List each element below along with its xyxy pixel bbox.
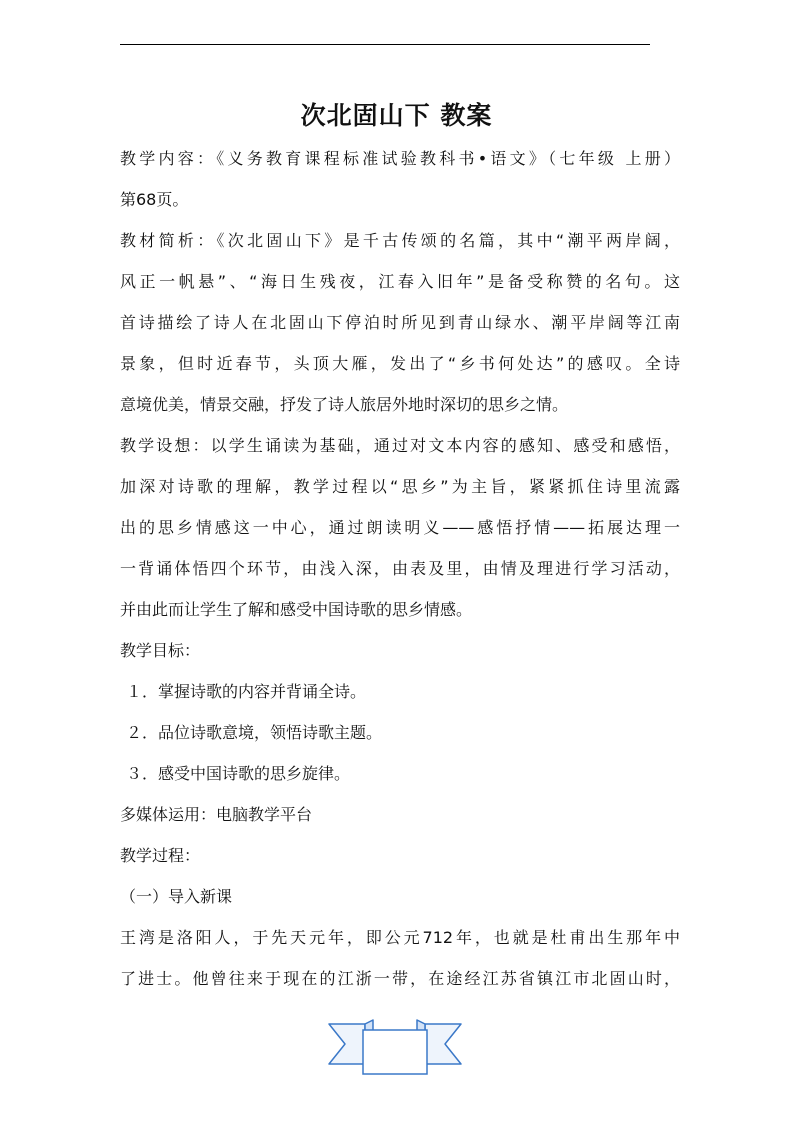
header-rule xyxy=(120,44,650,45)
body-line: 教材简析：《次北固山下》是千古传颂的名篇，其中“潮平两岸阔， xyxy=(120,231,680,250)
body-line: 首诗描绘了诗人在北固山下停泊时所见到青山绿水、潮平岸阔等江南 xyxy=(120,313,680,332)
body-line: 并由此而让学生了解和感受中国诗歌的思乡情感。 xyxy=(120,600,473,619)
subsection-heading: （一）导入新课 xyxy=(120,887,233,906)
body-line: 多媒体运用：电脑教学平台 xyxy=(120,805,313,824)
list-item: １．掌握诗歌的内容并背诵全诗。 xyxy=(126,682,367,701)
body-line: 出的思乡情感这一中心，通过朗读明义——感悟抒情——拓展达理一 xyxy=(120,518,680,537)
ribbon-center-panel xyxy=(363,1030,427,1074)
body-line: 意境优美，情景交融，抒发了诗人旅居外地时深切的思乡之情。 xyxy=(120,395,569,414)
list-item: ２．品位诗歌意境，领悟诗歌主题。 xyxy=(126,723,383,742)
ribbon-left-tail xyxy=(329,1024,365,1064)
document-title: 次北固山下 教案 xyxy=(300,101,493,130)
body-line: 王湾是洛阳人，于先天元年，即公元712年，也就是杜甫出生那年中 xyxy=(120,928,680,947)
ribbon-footer-icon xyxy=(325,1016,465,1078)
body-line: 了进士。他曾往来于现在的江浙一带，在途经江苏省镇江市北固山时， xyxy=(120,969,680,988)
body-line: 第68页。 xyxy=(120,190,189,209)
section-heading: 教学过程： xyxy=(120,846,201,865)
body-line: 加深对诗歌的理解，教学过程以“思乡”为主旨，紧紧抓住诗里流露 xyxy=(120,477,680,496)
body-line: 风正一帆悬”、“海日生残夜，江春入旧年”是备受称赞的名句。这 xyxy=(120,272,680,291)
body-line: 教学内容：《义务教育课程标准试验教科书•语文》（七年级 上册） xyxy=(120,149,680,168)
body-line: 景象，但时近春节，头顶大雁，发出了“乡书何处达”的感叹。全诗 xyxy=(120,354,680,373)
body-line: 一背诵体悟四个环节，由浅入深，由表及里，由情及理进行学习活动， xyxy=(120,559,680,578)
ribbon-right-tail xyxy=(425,1024,461,1064)
document-body xyxy=(120,138,680,999)
section-heading: 教学目标： xyxy=(120,641,201,660)
body-line: 教学设想：以学生诵读为基础，通过对文本内容的感知、感受和感悟， xyxy=(120,436,680,455)
list-item: ３．感受中国诗歌的思乡旋律。 xyxy=(126,764,351,783)
